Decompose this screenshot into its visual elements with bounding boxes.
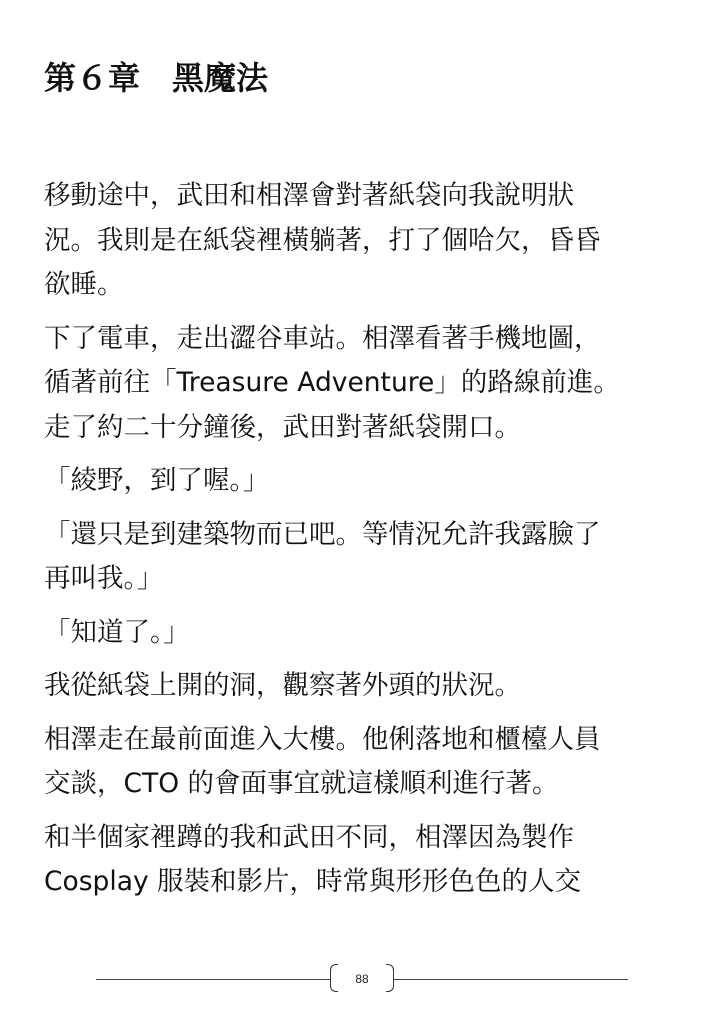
- paragraph: 和半個家裡蹲的我和武田不同，相澤因為製作 Cosplay 服裝和影片，時常與形形色色的人交: [44, 821, 582, 897]
- paragraph: 相澤走在最前面進入大樓。他俐落地和櫃檯人員 交談，CTO 的會面事宜就這樣順利進行著。: [44, 723, 601, 799]
- left-bracket-ornament: [330, 964, 338, 992]
- paragraph: 下了電車，走出澀谷車站。相澤看著手機地圖， 循著前往「Treasure Adventure」的路線前進。 走了約二十分鐘後，武田對著紙袋開口。: [44, 322, 620, 443]
- right-bracket-ornament: [386, 964, 394, 992]
- chapter-title: 第６章 黑魔法: [44, 59, 269, 97]
- paragraph: 「知道了。」: [44, 616, 190, 648]
- paragraph: 移動途中，武田和相澤會對著紙袋向我說明狀 況。我則是在紙袋裡橫躺著，打了個哈欠，昏昏 欲睡。: [44, 180, 601, 300]
- page-number: 88: [355, 972, 369, 986]
- paragraph: 我從紙袋上開的洞，觀察著外頭的狀況。: [44, 670, 521, 701]
- footer-rule-right: [394, 979, 628, 980]
- paragraph: 「綾野，到了喔。」: [44, 465, 270, 496]
- paragraph: 「還只是到建築物而已吧。等情況允許我露臉了 再叫我。」: [44, 518, 601, 594]
- page-footer: [96, 962, 628, 998]
- footer-rule-left: [96, 979, 330, 980]
- body-text: [44, 174, 674, 914]
